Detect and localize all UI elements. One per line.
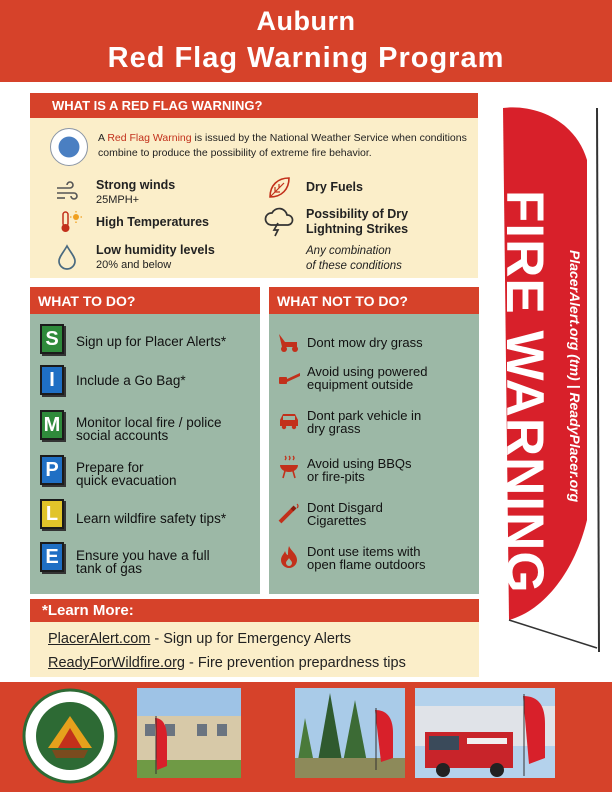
- red-flag-highlight: Red Flag Warning: [107, 132, 192, 144]
- flag-fire-warning-text: FIRE WARNING: [495, 190, 554, 594]
- notdo-item-mow: Dont mow dry grass: [307, 335, 423, 350]
- nws-logo: [50, 128, 88, 166]
- learn-more-section: [30, 599, 479, 677]
- what-is-heading: WHAT IS A RED FLAG WARNING?: [30, 93, 478, 118]
- what-not-to-do-panel: [269, 287, 479, 594]
- what-not-to-do-heading: WHAT NOT TO DO?: [269, 287, 479, 314]
- notdo-item-park-vehicle: Dont park vehicle in dry grass: [307, 408, 422, 436]
- notdo-item-powered-equipment: Avoid using powered equipment outside: [307, 364, 428, 392]
- readyforwildfire-link[interactable]: ReadyForWildfire.org: [48, 655, 185, 671]
- dry-leaf-icon: [266, 175, 292, 201]
- what-to-do-heading: WHAT TO DO?: [30, 287, 260, 314]
- condition-dry-lightning: Possibility of Dry Lightning Strikes: [306, 207, 409, 236]
- letter-tile-m: M: [40, 410, 64, 440]
- learn-more-line-placeralert: PlacerAlert.com - Sign up for Emergency Alerts: [48, 631, 352, 647]
- notdo-item-bbq: Avoid using BBQs or fire-pits: [307, 456, 412, 484]
- water-drop-icon: [54, 244, 80, 270]
- footer-band: [0, 682, 612, 792]
- header-title-line1: Auburn: [256, 6, 356, 36]
- condition-strong-winds: Strong winds 25MPH+: [96, 178, 176, 206]
- flag-website-text: PlacerAlert.org (tm) | ReadyPlacer.org: [567, 250, 583, 503]
- todo-item-e: Ensure you have a full tank of gas: [76, 548, 210, 576]
- any-combination-note: Any combination of these conditions: [306, 245, 402, 272]
- condition-low-humidity: Low humidity levels 20% and below: [96, 243, 215, 271]
- letter-tile-i: I: [40, 365, 64, 395]
- letter-tile-s: S: [40, 324, 64, 354]
- thermometer-sun-icon: [56, 209, 82, 235]
- photo-fire-engine-with-flags: [415, 688, 555, 778]
- todo-item-m: Monitor local fire / police social accounts: [76, 415, 222, 443]
- cigarette-icon: [277, 502, 301, 526]
- notdo-item-cigarettes: Dont Disgard Cigarettes: [307, 500, 383, 528]
- placeralert-link[interactable]: PlacerAlert.com: [48, 631, 151, 647]
- header-title-line2: Red Flag Warning Program: [107, 42, 505, 74]
- chainsaw-icon: [277, 367, 301, 391]
- lawn-mower-icon: [277, 330, 301, 354]
- todo-item-s: Sign up for Placer Alerts*: [76, 334, 227, 349]
- letter-tile-p: P: [40, 455, 64, 485]
- letter-tile-e: E: [40, 542, 64, 572]
- what-is-section: [30, 93, 478, 278]
- page-header: [0, 0, 612, 82]
- todo-item-i: Include a Go Bag*: [76, 373, 186, 388]
- car-icon: [277, 408, 301, 432]
- learn-more-line-readyforwildfire: ReadyForWildfire.org - Fire prevention prepardness tips: [48, 655, 406, 671]
- notdo-item-open-flame: Dont use items with open flame outdoors: [307, 544, 426, 572]
- condition-dry-fuels: Dry Fuels: [306, 180, 363, 194]
- photo-flag-at-building: [137, 688, 241, 778]
- letter-tile-l: L: [40, 499, 64, 529]
- photo-flag-by-trees: [295, 688, 405, 778]
- what-to-do-panel: [30, 287, 260, 594]
- learn-more-heading: *Learn More:: [30, 599, 479, 622]
- what-is-intro: A Red Flag Warning is issued by the National Weather Service when conditions combine to produce the possibility of extreme fire behavior.: [98, 132, 467, 159]
- wind-icon: [54, 179, 80, 205]
- todo-item-l: Learn wildfire safety tips*: [76, 511, 227, 526]
- todo-item-p: Prepare for quick evacuation: [76, 460, 177, 488]
- bbq-grill-icon: [277, 455, 301, 479]
- condition-high-temperatures: High Temperatures: [96, 215, 209, 229]
- flame-icon: [277, 545, 301, 569]
- fire-safe-council-seal: [22, 688, 118, 784]
- storm-cloud-icon: [263, 207, 295, 237]
